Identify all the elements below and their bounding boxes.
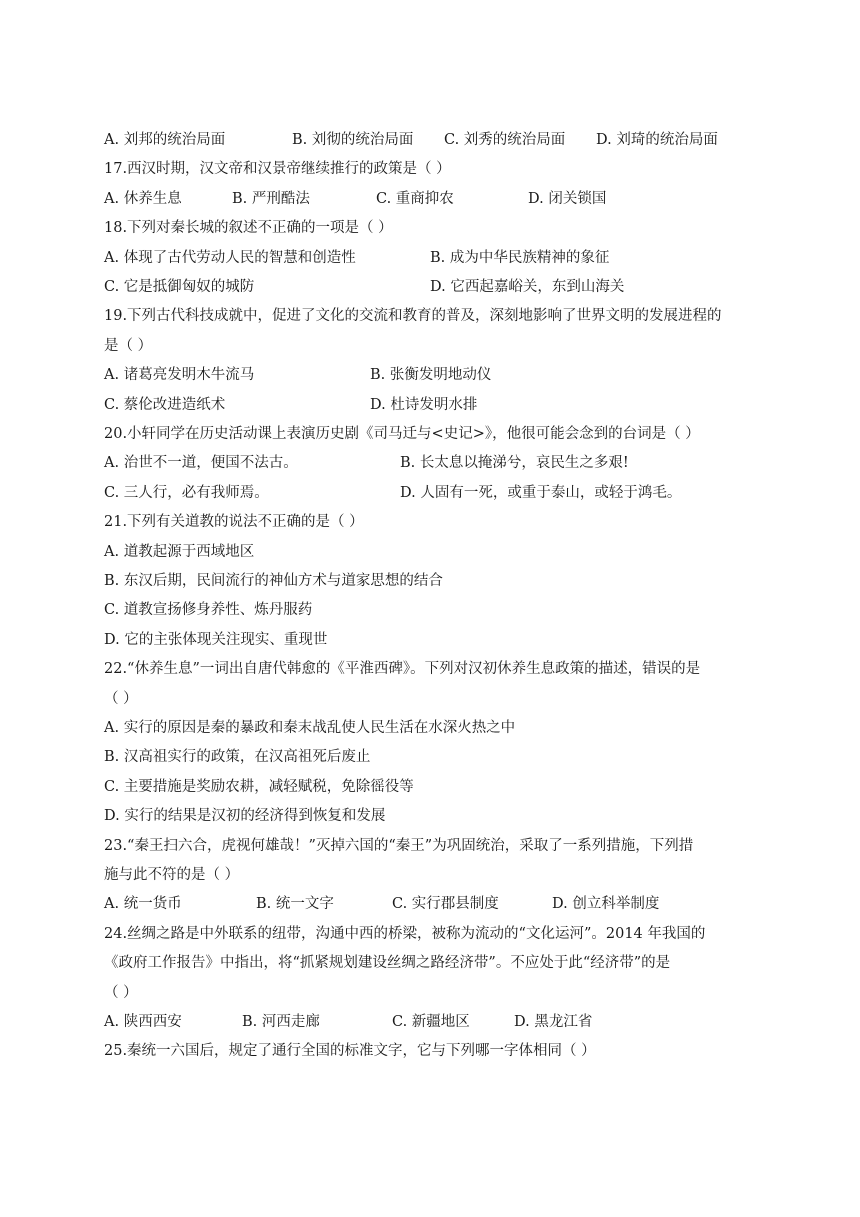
text-line [104,687,764,711]
answer-option: A. 刘邦的统治局面 [104,132,226,148]
option-row [104,128,764,152]
answer-option: C. 实行郡县制度 [392,896,499,913]
answer-option: C. 它是抵御匈奴的城防 [104,279,255,295]
text-line [104,334,764,358]
answer-option: B. 刘彻的统治局面 [292,132,414,148]
text-line [104,540,764,564]
answer-option: C. 蔡伦改进造纸术 [104,396,226,413]
line-text: 17.西汉时期，汉文帝和汉景帝继续推行的政策是（ ） [104,161,451,178]
line-text: 20.小轩同学在历史活动课上表演历史剧《司马迁与<史记>》，他很可能会念到的台词是（ ） [104,426,700,442]
line-text: 19.下列古代科技成就中，促进了文化的交流和教育的普及，深刻地影响了世界文明的发展进程的 [104,308,722,325]
text-line [104,834,764,858]
option-row [104,275,764,299]
text-line [104,804,764,828]
text-line [104,716,764,740]
answer-option: B. 张衡发明地动仪 [370,367,492,384]
answer-option: A. 休养生息 [104,190,182,207]
text-line [104,745,764,769]
line-text: 21.下列有关道教的说法不正确的是（ ） [104,514,364,531]
answer-option: C. 新疆地区 [392,1014,470,1030]
line-text: 是（ ） [104,337,153,354]
line-text: B. 汉高祖实行的政策，在汉高祖死后废止 [104,749,371,766]
line-text: C. 道教宣扬修身养性、炼丹服药 [104,602,313,619]
line-text: 18.下列对秦长城的叙述不正确的一项是（ ） [104,220,393,237]
answer-option: D. 杜诗发明水排 [370,396,478,413]
option-row [104,246,764,270]
answer-option: B. 长太息以掩涕兮，哀民生之多艰! [400,455,629,472]
line-text: 24.丝绸之路是中外联系的纽带，沟通中西的桥梁，被称为流动的“文化运河”。2014 年我国的 [104,925,706,942]
answer-option: B. 统一文字 [256,896,334,913]
answer-option: C. 重商抑农 [376,190,454,207]
answer-option: A. 统一货币 [104,896,182,913]
answer-option: D. 它西起嘉峪关，东到山海关 [430,279,625,295]
line-text: A. 实行的原因是秦的暴政和秦末战乱使人民生活在水深火热之中 [104,720,516,736]
line-text: D. 实行的结果是汉初的经济得到恢复和发展 [104,808,386,825]
answer-option: D. 刘琦的统治局面 [596,132,718,148]
answer-option: A. 陕西西安 [104,1014,182,1030]
text-line [104,628,764,652]
answer-option: C. 三人行，必有我师焉。 [104,484,269,501]
answer-option: B. 严刑酷法 [232,190,310,207]
option-row [104,1010,764,1034]
text-line [104,216,764,240]
option-row [104,393,764,417]
line-text: B. 东汉后期，民间流行的神仙方术与道家思想的结合 [104,573,443,589]
line-text: C. 主要措施是奖励农耕，减轻赋税，免除徭役等 [104,778,414,795]
text-line [104,922,764,946]
text-line [104,863,764,887]
text-line [104,510,764,534]
answer-option: B. 成为中华民族精神的象征 [430,249,610,266]
text-line [104,1039,764,1063]
line-text: （ ） [104,984,138,1001]
line-text: 25.秦统一六国后，规定了通行全国的标准文字，它与下列哪一字体相同（ ） [104,1043,596,1060]
text-line [104,657,764,681]
text-line [104,569,764,593]
option-row [104,187,764,211]
option-row [104,481,764,505]
answer-option: A. 治世不一道，便国不法古。 [104,455,298,472]
option-row [104,451,764,475]
line-text: 23.“秦王扫六合，虎视何雄哉！”灭掉六国的“秦王”为巩固统治，采取了一系列措施，下列措 [104,837,694,854]
answer-option: B. 河西走廊 [242,1014,320,1030]
line-text: A. 道教起源于西域地区 [104,543,255,560]
text-line [104,304,764,328]
text-line [104,775,764,799]
answer-option: D. 黑龙江省 [514,1014,593,1030]
line-text: 施与此不符的是（ ） [104,867,240,883]
answer-option: A. 诸葛亮发明木牛流马 [104,367,255,384]
option-row [104,363,764,387]
answer-option: C. 刘秀的统治局面 [444,132,566,148]
line-text: 《政府工作报告》中指出，将“抓紧规划建设丝绸之路经济带”。不应处于此“经济带”的是 [104,955,671,972]
answer-option: D. 创立科举制度 [552,896,660,913]
answer-option: A. 体现了古代劳动人民的智慧和创造性 [104,249,356,266]
answer-option: D. 闭关锁国 [528,190,607,207]
option-row [104,892,764,916]
text-line [104,981,764,1005]
line-text: D. 它的主张体现关注现实、重现世 [104,631,328,648]
answer-option: D. 人固有一死，或重于泰山，或轻于鸿毛。 [400,484,682,501]
text-line [104,422,764,446]
line-text: 22.“休养生息”一词出自唐代韩愈的《平淮西碑》。下列对汉初休养生息政策的描述，错误的是 [104,661,701,678]
text-line [104,598,764,622]
text-line [104,157,764,181]
line-text: （ ） [104,690,138,707]
text-line [104,951,764,975]
